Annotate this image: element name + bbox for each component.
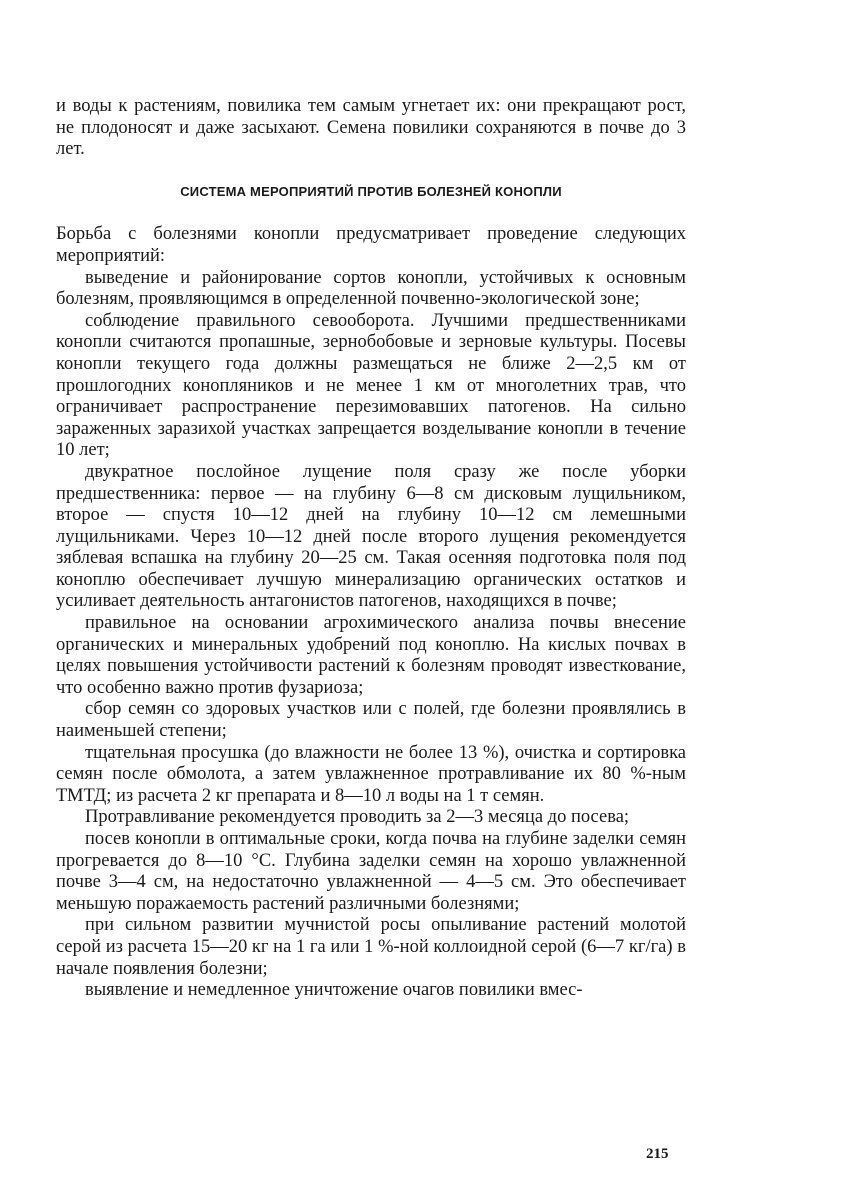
paragraph-2: выведение и районирование сортов конопли, устойчивых к основным болезням, проявляющимся в определенной почвенно-экологической зоне; (56, 267, 686, 310)
paragraph-3: соблюдение правильного севооборота. Лучшими предшественниками конопли считаются пропашные, зернобобовые и зерновые культуры. Посевы конопли текущего года должны размещаться не ближе 2—2,5 км от прошлогодних конопляников и не менее 1 км от многолетних трав, что ограничивает распространение перезимовавших патогенов. На сильно зараженных заразихой участках запрещается возделывание конопли в течение 10 лет; (56, 310, 686, 461)
intro-paragraph: и воды к растениям, повилика тем самым угнетает их: они прекращают рост, не плодоносят и даже засыхают. Семена повилики сохраняются в почве до 3 лет. (56, 96, 686, 160)
page-content (56, 96, 686, 1002)
paragraph-5: правильное на основании агрохимического анализа почвы внесение органических и минеральных удобрений под коноплю. На кислых почвах в целях повышения устойчивости растений к болезням проводят известкование, что особенно важно против фузариоза; (56, 613, 686, 698)
page-number: 215 (646, 1146, 669, 1162)
section-heading: СИСТЕМА МЕРОПРИЯТИЙ ПРОТИВ БОЛЕЗНЕЙ КОНОПЛИ (180, 183, 562, 199)
paragraph-9: посев конопли в оптимальные сроки, когда почва на глубине заделки семян прогревается до 8—10 °С. Глубина заделки семян на хорошо увлажненной почве 3—4 см, на недостаточно увлажненной — 4—5 см. Это обеспечивает меньшую поражаемость растений различными болезнями; (56, 829, 686, 914)
paragraph-1: Борьба с болезнями конопли предусматривает проведение следующих мероприятий: (56, 224, 686, 266)
paragraph-10: при сильном развитии мучнистой росы опыливание растений молотой серой из расчета 15—20 кг на 1 га или 1 %-ной коллоидной серой (6—7 кг/га) в начале появления болезни; (56, 915, 686, 979)
paragraph-8: Протравливание рекомендуется проводить за 2—3 месяца до посева; (85, 807, 630, 828)
paragraph-7: тщательная просушка (до влажности не более 13 %), очистка и сортировка семян после обмолота, а затем увлажненное протравливание их 80 %-ным ТМТД; из расчета 2 кг препарата и 8—10 л воды на 1 т семян. (56, 742, 686, 806)
paragraph-6: сбор семян со здоровых участков или с полей, где болезни проявлялись в наименьшей степени; (56, 699, 686, 742)
paragraph-4: двукратное послойное лущение поля сразу же после уборки предшественника: первое — на глубину 6—8 см дисковым лущильником, второе — спустя 10—12 дней на глубину 10—12 см лемешными лущильниками. Через 10—12 дней после второго лущения рекомендуется зяблевая вспашка на глубину 20—25 см. Такая осенняя подготовка поля под коноплю обеспечивает лучшую минерализацию органических остатков и усиливает деятельность антагонистов патогенов, находящихся в почве; (56, 461, 686, 612)
paragraph-11: выявление и немедленное уничтожение очагов повилики вмес- (85, 980, 583, 1001)
